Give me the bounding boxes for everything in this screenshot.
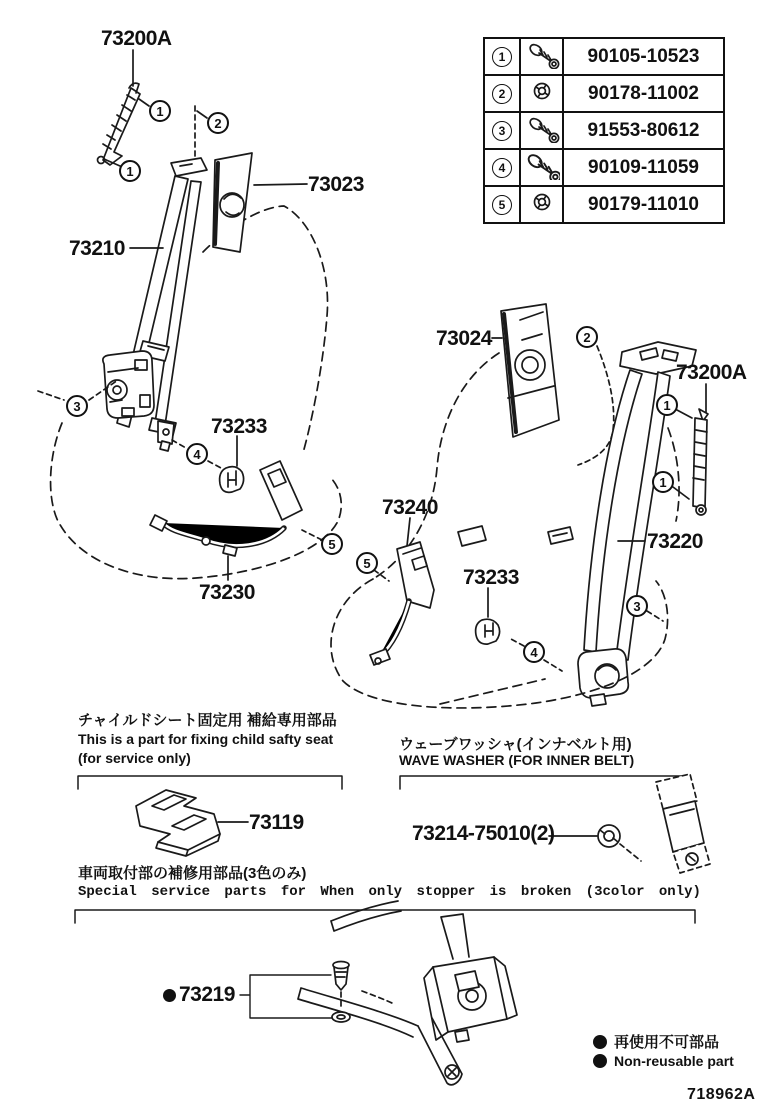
part-label-stopper-text: 73219 — [179, 983, 235, 1006]
child-seat-note-jp: チャイルドシート固定用 補給専用部品 — [78, 712, 337, 729]
callout-left-tether-bottom: 1 — [119, 160, 141, 182]
table-row — [484, 75, 724, 112]
right-bezel-drawing — [476, 588, 562, 671]
part-label-child-seat-bracket: 73119 — [249, 811, 304, 834]
legend-non-reusable-en — [593, 1053, 734, 1069]
table-row — [484, 149, 724, 186]
callout-left-retractor: 3 — [66, 395, 88, 417]
callout-left-buckle: 5 — [321, 533, 343, 555]
right-pillar-dash — [578, 346, 614, 465]
part-label-pillar-garnish-right: 73024 — [436, 327, 492, 350]
legend-non-reusable-jp — [593, 1031, 719, 1052]
bolt-icon — [524, 150, 560, 180]
part-label-wave-washer: 73214-75010(2) — [412, 822, 555, 845]
callout-right-floor-anchor: 4 — [523, 641, 545, 663]
part-number: 90179-11010 — [563, 186, 724, 223]
nut-icon — [524, 76, 560, 106]
right-belt-drawing — [458, 342, 696, 660]
child-seat-bracket-drawing — [136, 790, 248, 856]
part-label-tether-right: 73200A — [676, 361, 747, 384]
inner-belt-buckle-drawing — [656, 774, 710, 873]
doc-number: 718962A — [687, 1086, 756, 1103]
special-service-note-en: Special service parts for When only stopper is broken (3color only) — [78, 884, 701, 900]
left-retractor-drawing — [38, 351, 154, 418]
left-pillar-garnish-drawing — [213, 153, 307, 252]
child-seat-note-en2: (for service only) — [78, 750, 191, 766]
part-number: 91553-80612 — [563, 112, 724, 149]
part-label-belt-outer-left: 73210 — [69, 237, 125, 260]
callout-left-floor-anchor: 4 — [186, 443, 208, 465]
fastener-table — [483, 37, 725, 224]
stopper-assembly-drawing — [240, 901, 517, 1085]
special-service-note-jp: 車両取付部の補修用部品(3色のみ) — [78, 865, 307, 882]
part-label-bezel-left: 73233 — [211, 415, 267, 438]
part-number: 90109-11059 — [563, 149, 724, 186]
callout-badge: 4 — [492, 158, 512, 178]
table-row — [484, 112, 724, 149]
callout-left-tether-top: 1 — [149, 100, 171, 122]
callout-right-pillar: 2 — [576, 326, 598, 348]
bolt-icon — [524, 113, 560, 143]
part-label-stopper — [163, 983, 235, 1007]
table-row — [484, 186, 724, 223]
left-bezel-drawing — [220, 436, 244, 492]
wave-washer-note-jp: ウェーブワッシャ(インナベルト用) — [399, 736, 632, 753]
nut-icon — [524, 187, 560, 217]
callout-badge: 2 — [492, 84, 512, 104]
part-label-belt-outer-right: 73220 — [647, 530, 703, 553]
left-seat-outline — [51, 206, 342, 579]
callout-badge: 3 — [492, 121, 512, 141]
callout-right-tether-top: 1 — [656, 394, 678, 416]
right-pillar-garnish-drawing — [492, 304, 559, 437]
non-reusable-dot — [593, 1035, 607, 1049]
part-label-bezel-right: 73233 — [463, 566, 519, 589]
wave-washer-drawing — [549, 825, 641, 861]
part-label-guide-center: 73240 — [382, 496, 438, 519]
bolt-icon — [524, 39, 560, 69]
child-seat-note-en1: This is a part for fixing child safty seat — [78, 731, 334, 747]
part-label-belt-inner-left: 73230 — [199, 581, 255, 604]
callout-right-tether-bottom: 1 — [652, 471, 674, 493]
left-tether-drawing — [98, 50, 150, 166]
legend-jp-text: 再使用不可部品 — [614, 1034, 720, 1051]
part-label-tether-left: 73200A — [101, 27, 172, 50]
non-reusable-dot — [593, 1054, 607, 1068]
legend-en-text: Non-reusable part — [614, 1053, 734, 1069]
left-pillar-dash — [195, 106, 207, 160]
non-reusable-dot — [163, 989, 176, 1002]
callout-right-retractor: 3 — [626, 595, 648, 617]
wave-washer-note-en: WAVE WASHER (FOR INNER BELT) — [399, 752, 635, 768]
callout-left-pillar: 2 — [207, 112, 229, 134]
center-guide-drawing — [370, 518, 434, 665]
callout-badge: 5 — [492, 195, 512, 215]
table-row — [484, 38, 724, 75]
part-label-pillar-garnish-left: 73023 — [308, 173, 364, 196]
part-number: 90178-11002 — [563, 75, 724, 112]
callout-center-guide: 5 — [356, 552, 378, 574]
part-number: 90105-10523 — [563, 38, 724, 75]
callout-badge: 1 — [492, 47, 512, 67]
